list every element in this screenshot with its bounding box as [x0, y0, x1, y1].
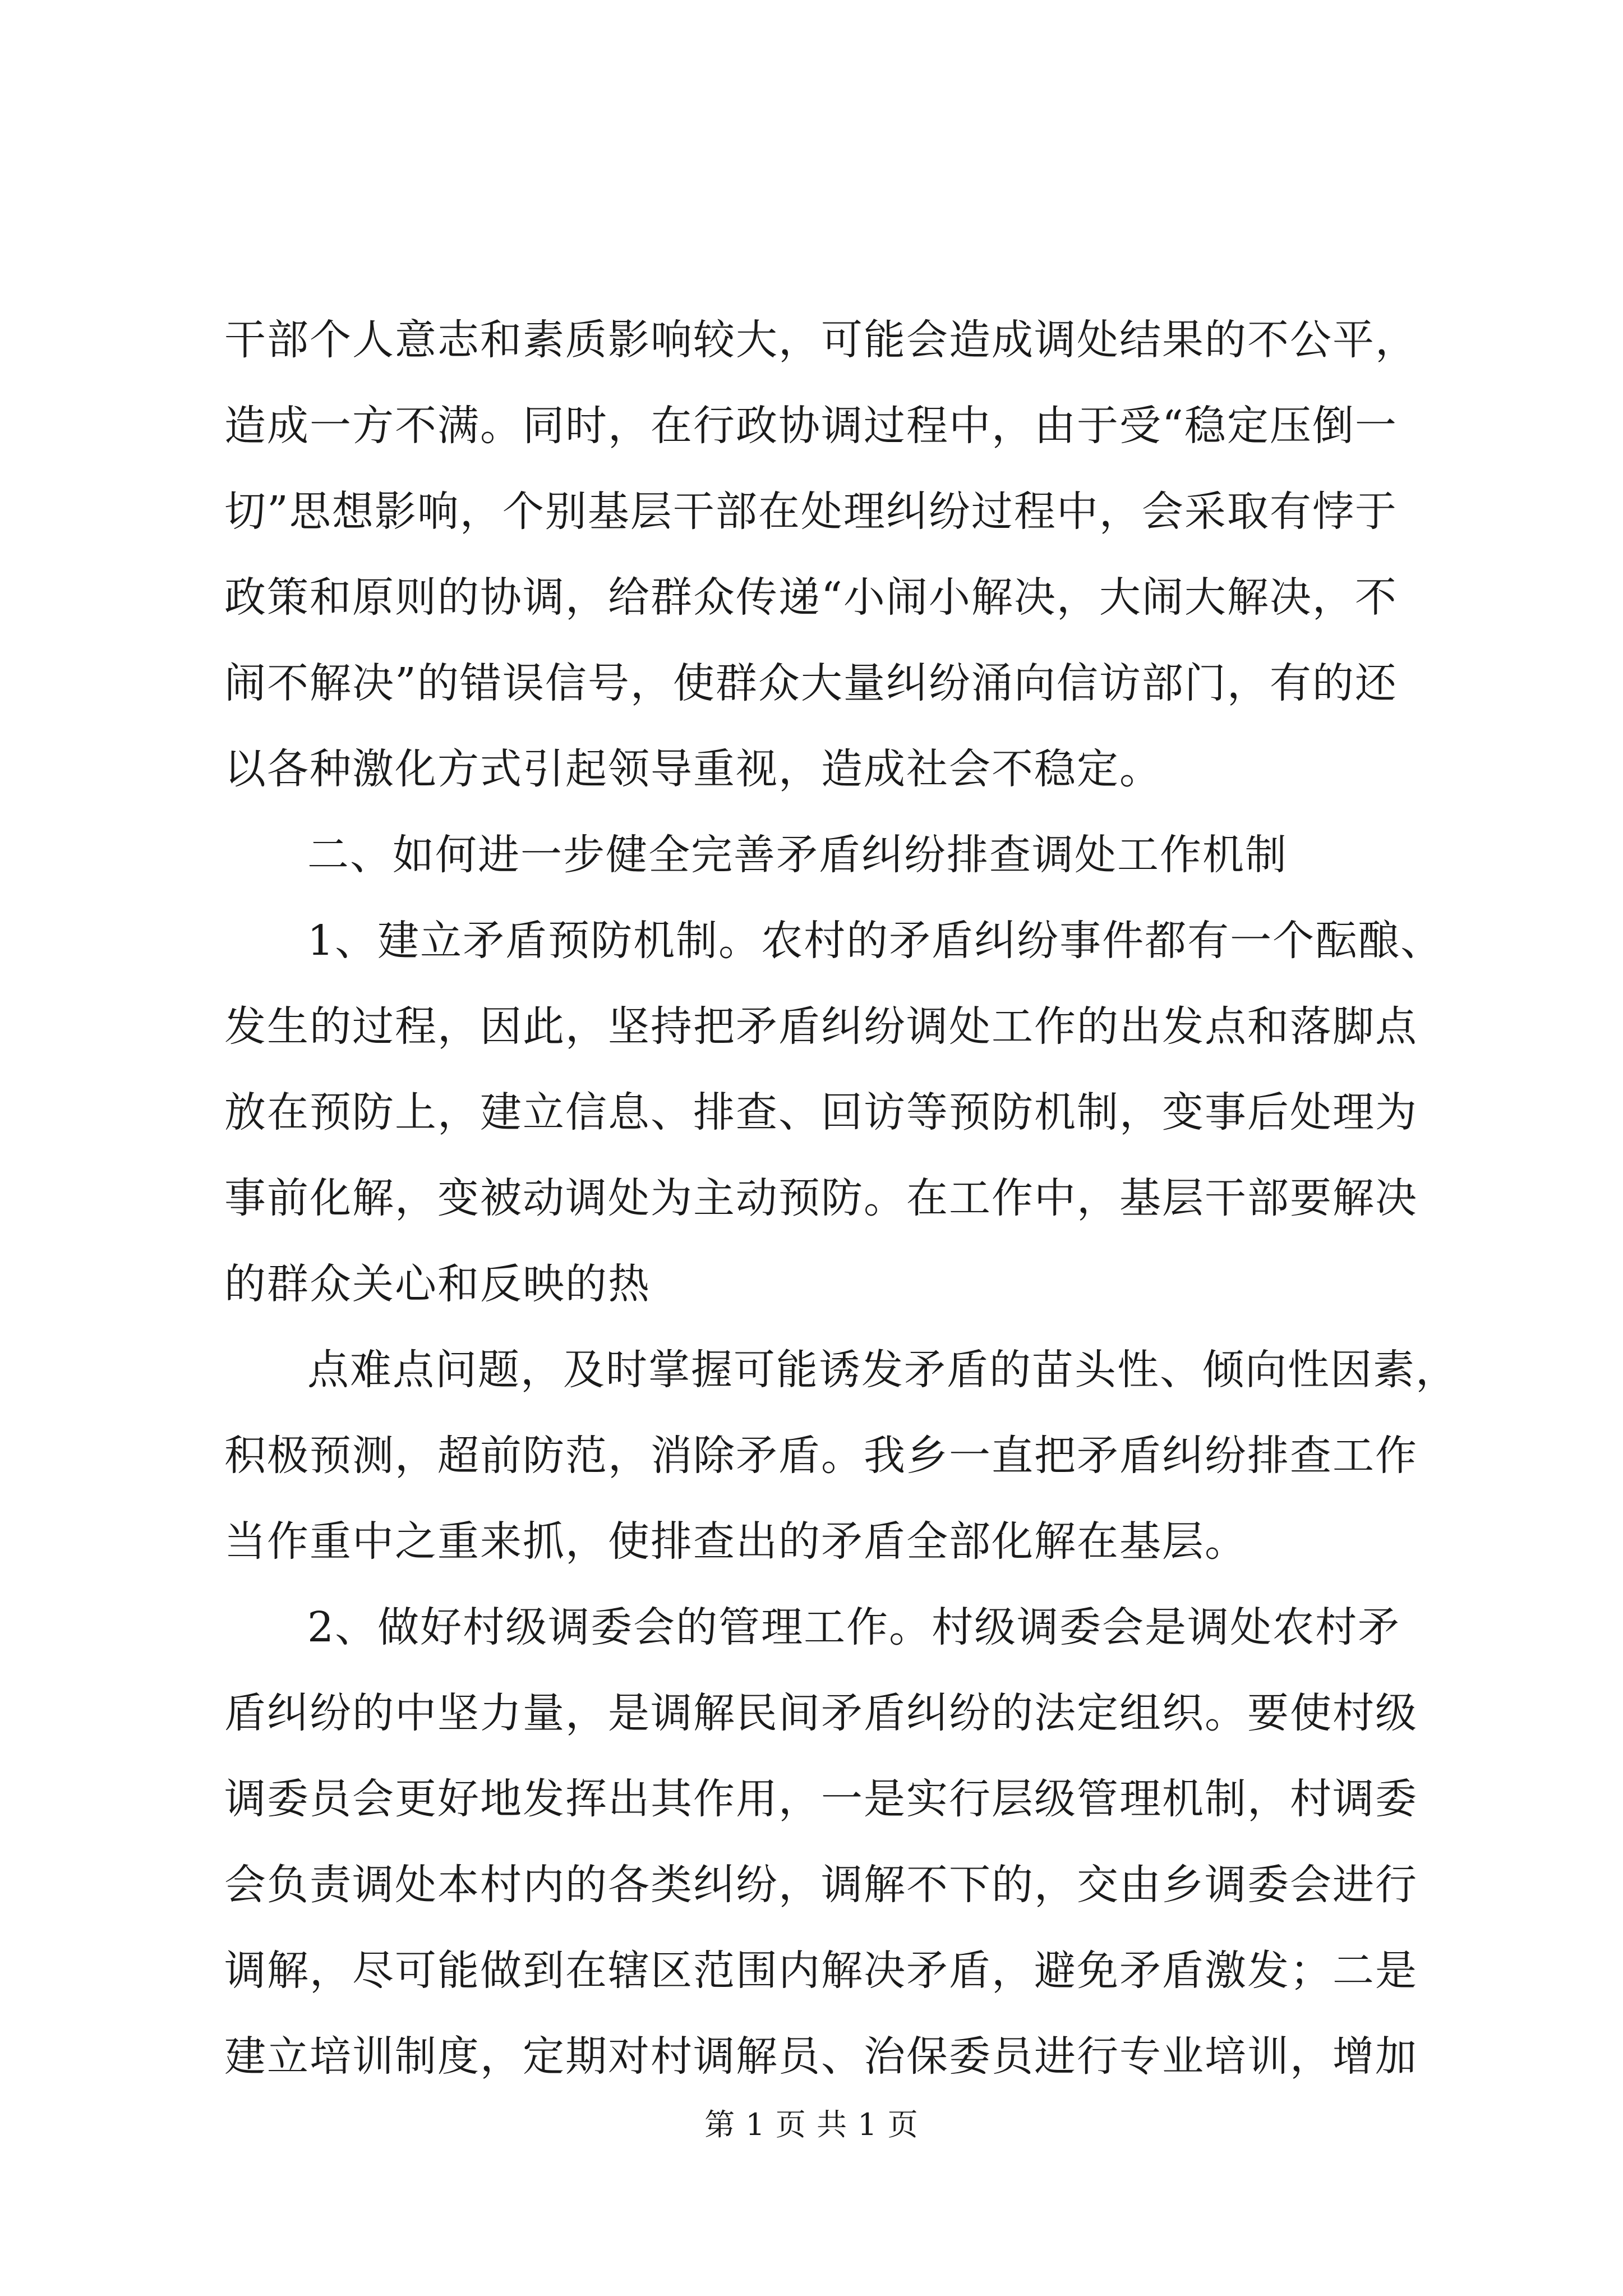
text-line: 调委员会更好地发挥出其作用，一是实行层级管理机制，村调委 [224, 1775, 1418, 1823]
paragraph-start-line: 2、做好村级调委会的管理工作。村级调委会是调处农村矛 [307, 1603, 1401, 1651]
paragraph-start-line: 点难点问题，及时掌握可能诱发矛盾的苗头性、倾向性因素， [307, 1346, 1458, 1394]
text-line: 会负责调处本村内的各类纠纷，调解不下的，交由乡调委会进行 [224, 1861, 1418, 1909]
paragraph-start-line: 1、建立矛盾预防机制。农村的矛盾纠纷事件都有一个酝酿、 [307, 917, 1444, 965]
text-line: 闹不解决”的错误信号，使群众大量纠纷涌向信访部门，有的还 [224, 659, 1398, 707]
text-line: 干部个人意志和素质影响较大，可能会造成调处结果的不公平， [224, 316, 1418, 364]
text-line: 政策和原则的协调，给群众传递“小闹小解决，大闹大解决，不 [224, 573, 1398, 622]
text-line: 积极预测，超前防范，消除矛盾。我乡一直把矛盾纠纷排查工作 [224, 1432, 1418, 1480]
text-line: 建立培训制度，定期对村调解员、治保委员进行专业培训，增加 [224, 2032, 1418, 2081]
text-line: 的群众关心和反映的热 [224, 1260, 651, 1308]
text-line: 以各种激化方式引起领导重视，造成社会不稳定。 [224, 745, 1162, 793]
text-line: 切”思想影响，个别基层干部在处理纠纷过程中，会采取有悖于 [224, 487, 1398, 536]
text-line: 盾纠纷的中坚力量，是调解民间矛盾纠纷的法定组织。要使村级 [224, 1689, 1418, 1737]
page-footer [0, 2101, 1623, 2144]
section-heading: 二、如何进一步健全完善矛盾纠纷排查调处工作机制 [307, 831, 1288, 879]
text-line: 调解，尽可能做到在辖区范围内解决矛盾，避免矛盾激发；二是 [224, 1947, 1418, 1995]
text-line: 放在预防上，建立信息、排查、回访等预防机制，变事后处理为 [224, 1088, 1418, 1137]
text-line: 当作重中之重来抓，使排查出的矛盾全部化解在基层。 [224, 1517, 1247, 1566]
page-number-label: 第 1 页 共 1 页 [704, 2107, 919, 2142]
text-line: 造成一方不满。同时，在行政协调过程中，由于受“稳定压倒一 [224, 402, 1398, 450]
text-line: 事前化解，变被动调处为主动预防。在工作中，基层干部要解决 [224, 1174, 1418, 1222]
text-line: 发生的过程，因此，坚持把矛盾纠纷调处工作的出发点和落脚点 [224, 1002, 1418, 1051]
document-body [224, 297, 1458, 2100]
